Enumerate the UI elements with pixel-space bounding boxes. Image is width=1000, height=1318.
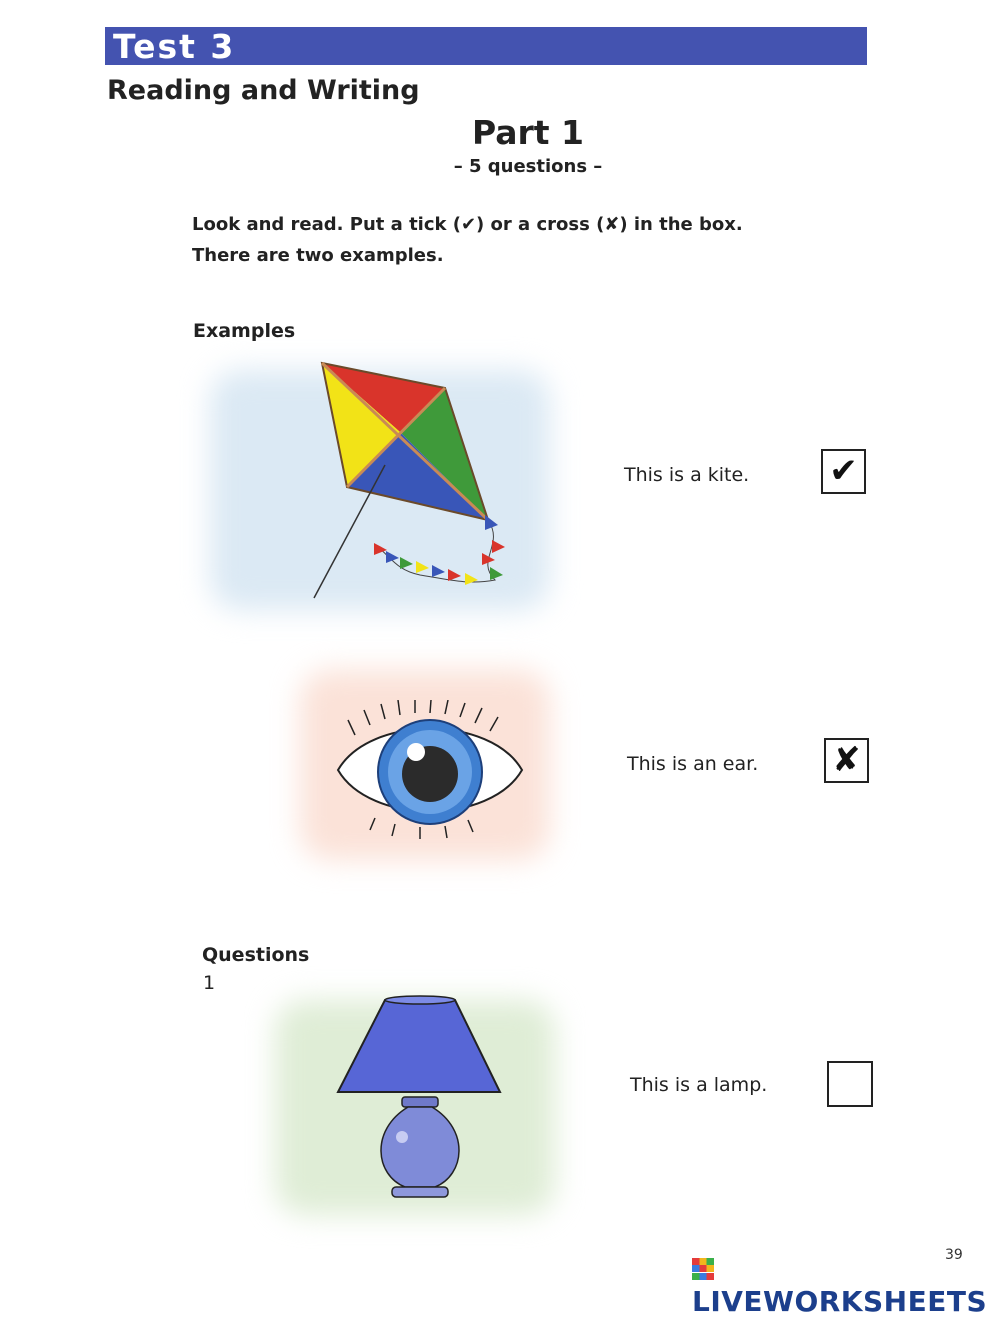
example-1-answer-box: ✔: [821, 449, 866, 494]
example-2-answer-box: ✘: [824, 738, 869, 783]
question-1-number: 1: [203, 972, 216, 994]
part-subtitle: – 5 questions –: [453, 156, 603, 177]
eye-picture: [330, 700, 530, 840]
lamp-base: [381, 1107, 459, 1187]
example-1-sentence: This is a kite.: [624, 464, 750, 486]
example-2-sentence: This is an ear.: [627, 753, 759, 775]
logo-text: LIVEWORKSHEETS: [692, 1285, 988, 1318]
questions-heading: Questions: [202, 944, 310, 966]
kite-picture: [300, 355, 520, 605]
lamp-shade: [338, 1000, 500, 1092]
page-number: 39: [945, 1247, 963, 1263]
kite-tail-bows: [374, 515, 505, 585]
part-title: Part 1: [471, 113, 585, 152]
banner-title: Test 3: [113, 27, 236, 66]
instruction-line-2: There are two examples.: [192, 245, 444, 266]
question-1-answer-box[interactable]: [827, 1061, 873, 1107]
section-subtitle: Reading and Writing: [107, 75, 420, 106]
instruction-line-1: Look and read. Put a tick (✔) or a cross (✘) in the box.: [192, 214, 743, 235]
question-1-sentence: This is a lamp.: [630, 1074, 768, 1096]
logo-grid-icon: [692, 1258, 714, 1280]
lamp-picture: [330, 995, 510, 1205]
examples-heading: Examples: [193, 320, 296, 342]
